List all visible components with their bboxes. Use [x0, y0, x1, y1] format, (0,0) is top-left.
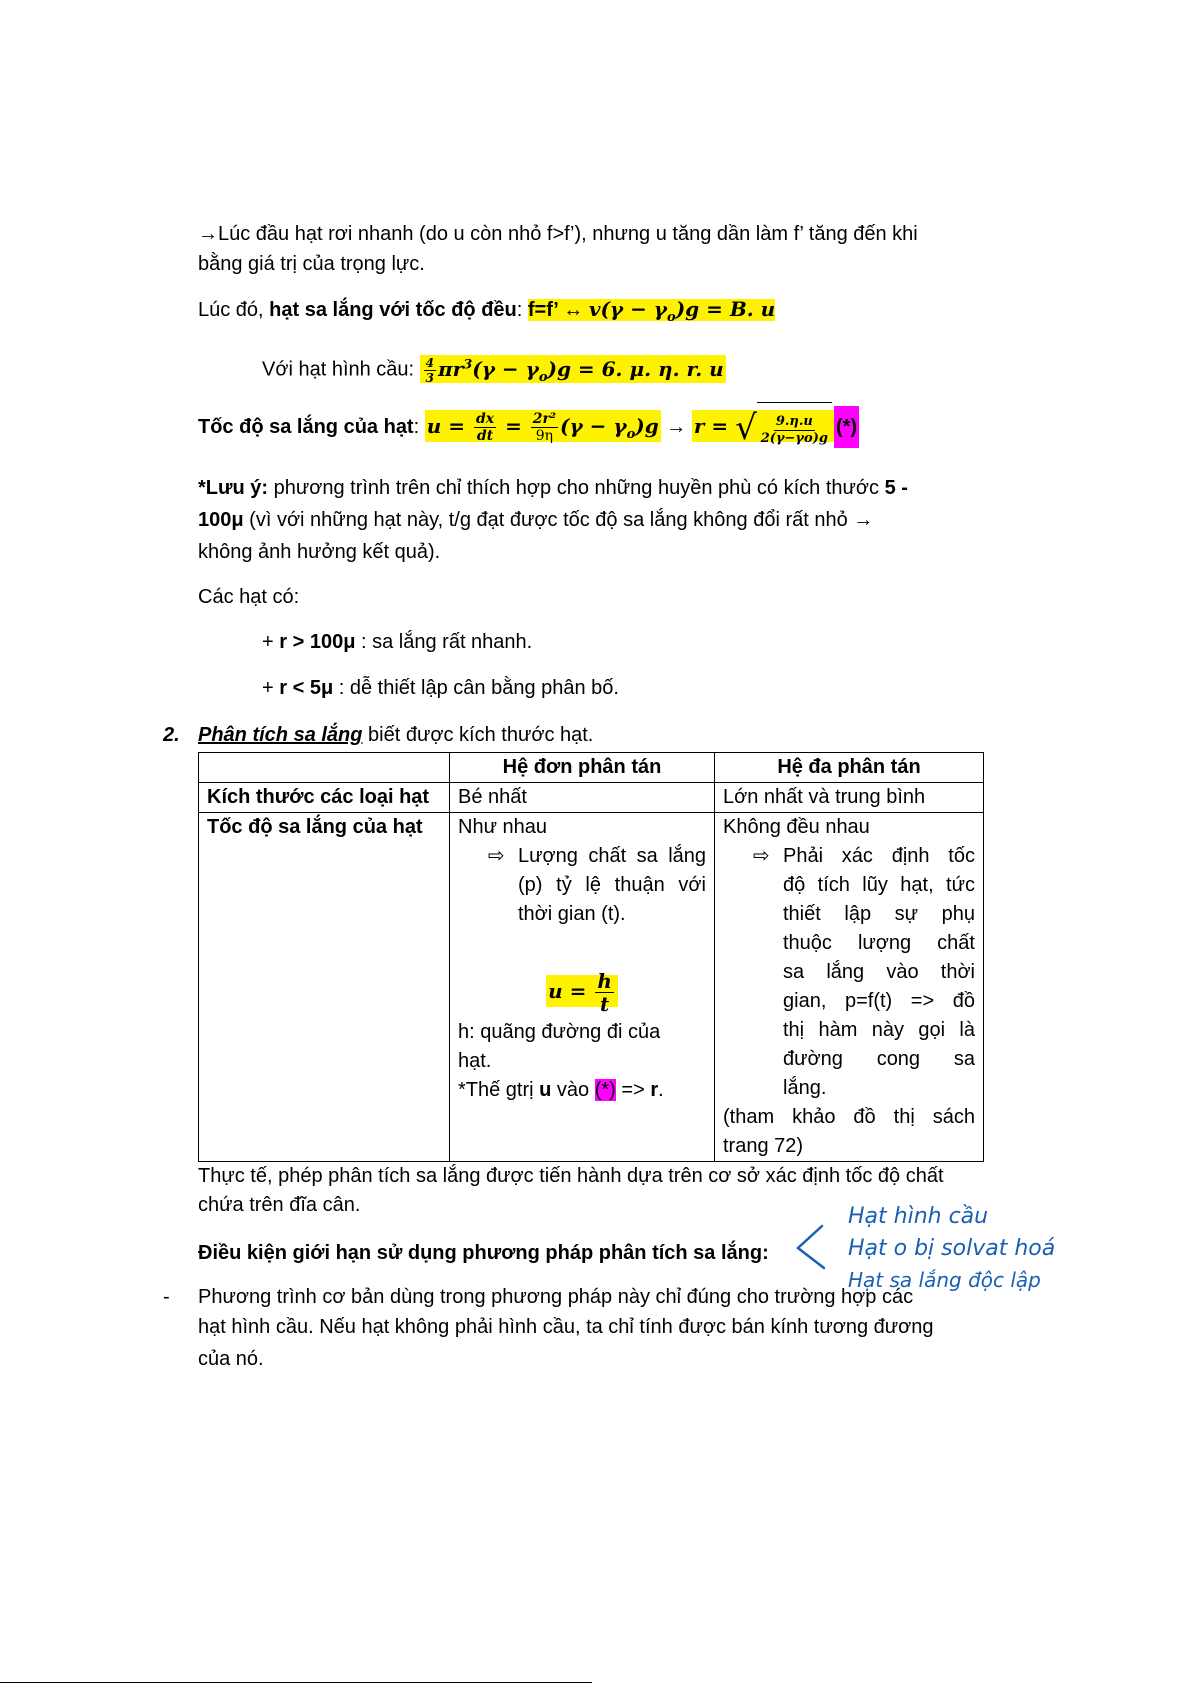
arrow-icon: ⇨	[753, 845, 770, 867]
handwritten-note-1: Hạt hình cầu	[848, 1204, 989, 1229]
conditions-dash: -	[163, 1286, 170, 1308]
speed-formula-r: r = √ $\frac{9.\eta.u}{2(\gamma-\gamma o)g}$	[692, 410, 834, 442]
particles-item-2: + r < 5μ : dễ thiết lập cân bằng phân bố.	[262, 677, 619, 699]
section-number: 2.	[163, 724, 180, 746]
speed-colon: :	[413, 416, 425, 438]
equilibrium-colon: :	[516, 299, 528, 321]
speed-line	[198, 402, 859, 459]
sphere-line	[262, 345, 726, 398]
table-row-label-size: Kích thước các loại hạt	[199, 783, 450, 813]
handwritten-note-2: Hạt o bị solvat hoá	[848, 1236, 1056, 1261]
section-title: Phân tích sa lắng	[198, 724, 363, 746]
handwritten-note-3: Hạt sa lắng độc lập	[848, 1268, 1041, 1292]
practice-line-2: chứa trên đĩa cân.	[198, 1194, 361, 1216]
equilibrium-formula: f=f’ ↔ $v(\gamma - \gamma_o)g = B$. u	[527, 297, 776, 325]
table-row-label-speed: Tốc độ sa lắng của hạt	[199, 813, 450, 1162]
velocity-formula: u = $\frac{h}{t}$	[458, 965, 706, 1018]
particles-item-1: + r > 100μ : sa lắng rất nhanh.	[262, 631, 533, 653]
intro-line-1: →Lúc đầu hạt rơi nhanh (do u còn nhỏ f>f’), nhưng u tăng dần làm f’ tăng đến khi	[198, 223, 918, 245]
conditions-line-1: Phương trình cơ bản dùng trong phương pháp này chỉ đúng cho trường hợp các	[198, 1286, 914, 1308]
speed-arrow: →	[660, 416, 692, 438]
table-row	[199, 813, 984, 1162]
speed-formula-u: u = $\frac{dx}{dt}$ = $\frac{\text{2r²}}{9\eta}$ $(\gamma - \gamma_o)g$	[426, 411, 659, 444]
section-title-rest: biết được kích thước hạt.	[362, 724, 594, 746]
speed-label: Tốc độ sa lắng của hạt	[198, 416, 414, 438]
table-row	[199, 783, 984, 813]
conditions-line-2: hạt hình cầu. Nếu hạt không phải hình cầu, ta chỉ tính được bán kính tương đương	[198, 1316, 934, 1338]
speed-star-marker: (*)	[834, 406, 859, 448]
equilibrium-prefix: Lúc đó,	[198, 299, 270, 321]
conditions-heading: Điều kiện giới hạn sử dụng phương pháp phân tích sa lắng:	[198, 1242, 769, 1264]
footer-rule	[0, 1682, 592, 1683]
table-cell-mono-speed: Như nhau ⇨ Lượng chất sa lắng (p) tỷ lệ thuận với thời gian (t). u = $\frac{h}{t}$ h: quãng đường đi của hạt. *Thế gtrị u vào (*) => r.	[450, 813, 715, 1162]
table-cell-poly-speed: Không đều nhau ⇨ Phải xác định tốc độ tích lũy hạt, tức thiết lập sự phụ thuộc lượng chất sa lắng vào thời gian, p=f(t) => đồ thị hàm này gọi là đường cong sa lắng. (tham khảo đồ thị sách trang 72)	[715, 813, 984, 1162]
sphere-formula: $\frac{4}{3}$ $\pi r^3(\gamma - \gamma_o)g = 6$. μ. η. r. u	[420, 355, 726, 383]
note-line-2: 100μ (vì với những hạt này, t/g đạt được tốc độ sa lắng không đổi rất nhỏ →	[198, 509, 874, 531]
intro-line-2: bằng giá trị của trọng lực.	[198, 253, 425, 275]
arrow-icon: ⇨	[488, 845, 505, 867]
table-header-empty	[199, 753, 450, 783]
table-cell-poly-size: Lớn nhất và trung bình	[715, 783, 984, 813]
table-header-row	[199, 753, 984, 783]
table-header-poly: Hệ đa phân tán	[715, 753, 984, 783]
table-cell-mono-size: Bé nhất	[450, 783, 715, 813]
sphere-prefix: Với hạt hình cầu:	[262, 358, 420, 381]
practice-line-1: Thực tế, phép phân tích sa lắng được tiến hành dựa trên cơ sở xác định tốc độ chất	[198, 1165, 944, 1187]
section-2-heading	[163, 722, 593, 748]
handwritten-bracket-icon	[790, 1222, 830, 1272]
note-line-3: không ảnh hưởng kết quả).	[198, 541, 441, 563]
equilibrium-bold: hạt sa lắng với tốc độ đều	[269, 299, 517, 321]
equilibrium-line	[198, 296, 775, 331]
table-header-mono: Hệ đơn phân tán	[450, 753, 715, 783]
conditions-line-3: của nó.	[198, 1348, 264, 1370]
note-line-1: *Lưu ý: phương trình trên chỉ thích hợp cho những huyền phù có kích thước 5 -	[198, 477, 908, 499]
comparison-table	[198, 752, 984, 1162]
particles-heading: Các hạt có:	[198, 586, 300, 608]
